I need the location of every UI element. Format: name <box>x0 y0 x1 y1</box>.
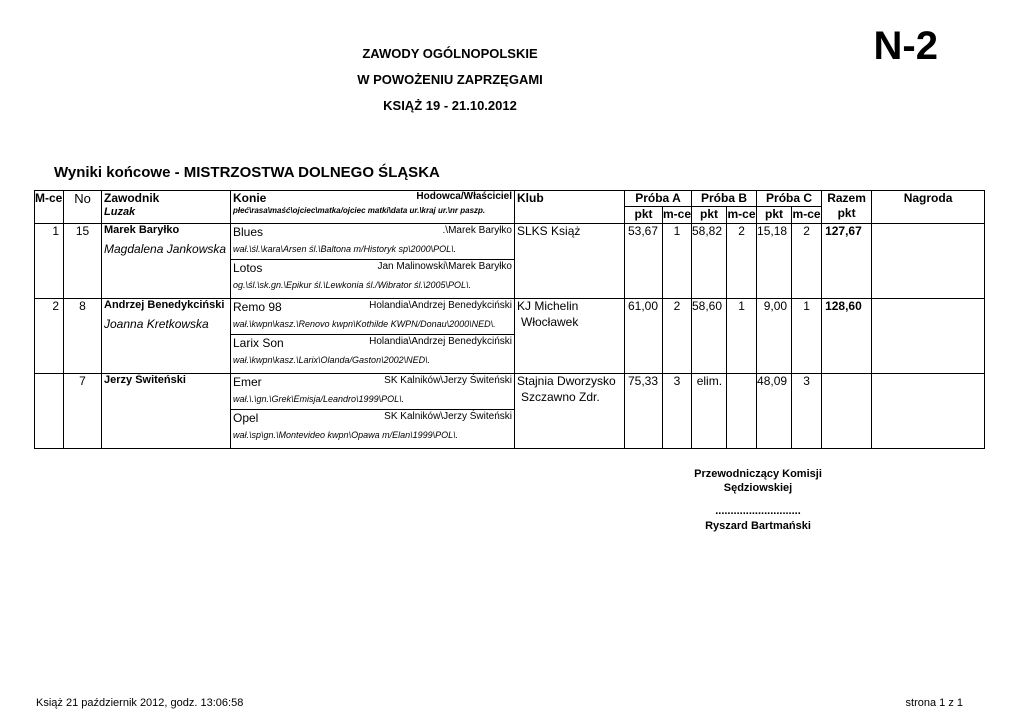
rider-name: Marek Baryłko <box>104 223 180 236</box>
proba-a-points: 61,00 <box>625 298 663 373</box>
horse-owner: Holandia\Andrzej Benedykciński <box>369 335 512 347</box>
horse-owner: Jan Malinowski\Marek Baryłko <box>377 260 512 272</box>
proba-b-place <box>727 373 757 448</box>
horse-name: Remo 98 <box>233 299 282 314</box>
proba-a-place: 1 <box>663 223 692 298</box>
horse-owner: SK Kalników\Jerzy Świteński <box>384 374 512 386</box>
table-row <box>35 223 985 298</box>
horse-description: wał.\kwpn\kasz.\Larix\Olanda/Gaston\2002\NED\. <box>233 354 431 365</box>
horses-label: Konie <box>233 191 267 205</box>
signature-name: Ryszard Bartmański <box>705 520 811 532</box>
col-groom-header: Luzak <box>102 206 231 223</box>
c-pkt-header: pkt <box>757 206 792 223</box>
horse-entry <box>231 299 514 335</box>
horse-owner: Holandia\Andrzej Benedykciński <box>369 299 512 311</box>
total-points: 128,60 <box>822 298 872 373</box>
total-pkt-header: pkt <box>822 206 872 223</box>
col-total-header: Razem <box>822 191 872 207</box>
proba-c-points: 9,00 <box>757 298 792 373</box>
proba-c-place: 1 <box>792 298 822 373</box>
proba-b-points: 58,82 <box>692 223 727 298</box>
col-club-header: Klub <box>515 191 625 207</box>
horse-entry <box>231 224 514 260</box>
proba-a-place: 3 <box>663 373 692 448</box>
horse-name: Emer <box>233 374 262 389</box>
a-mce-header: m-ce <box>663 206 692 223</box>
owner-label: Hodowca/Właściciel <box>416 191 512 202</box>
horse-description: wał.\.\gn.\Grek\Emisja/Leandro\1999\POL\. <box>233 393 405 404</box>
col-proba-a-header: Próba A <box>625 191 692 207</box>
prize-cell <box>872 373 985 448</box>
proba-a-points: 53,67 <box>625 223 663 298</box>
event-subtitle: W POWOŻENIU ZAPRZĘGAMI <box>357 72 543 87</box>
rider-name: Andrzej Benedykciński <box>104 298 225 311</box>
club-city: Włocławek <box>521 314 579 329</box>
groom-name: Joanna Kretkowska <box>104 316 209 331</box>
horse-name: Blues <box>233 224 264 239</box>
event-title: ZAWODY OGÓLNOPOLSKIE <box>362 46 538 61</box>
horse-entry <box>231 260 514 296</box>
rider-cell <box>102 373 231 448</box>
col-prize-header: Nagroda <box>872 191 985 207</box>
horse-entry <box>231 374 514 410</box>
total-points: 127,67 <box>822 223 872 298</box>
col-no-header: No <box>64 191 102 207</box>
place-cell: 1 <box>35 223 64 298</box>
results-table <box>34 190 985 449</box>
col-proba-b-header: Próba B <box>692 191 757 207</box>
footer-date: Książ 21 październik 2012, godz. 13:06:58 <box>36 697 244 709</box>
horses-cell <box>231 223 515 298</box>
horse-owner: SK Kalników\Jerzy Świteński <box>384 410 512 422</box>
a-pkt-header: pkt <box>625 206 663 223</box>
proba-b-points: 58,60 <box>692 298 727 373</box>
number-cell: 8 <box>64 298 102 373</box>
horse-name: Lotos <box>233 260 263 275</box>
horses-cell <box>231 373 515 448</box>
b-mce-header: m-ce <box>727 206 757 223</box>
proba-a-points: 75,33 <box>625 373 663 448</box>
event-venue-date: KSIĄŻ 19 - 21.10.2012 <box>383 98 517 113</box>
club-cell <box>515 298 625 373</box>
club-cell <box>515 223 625 298</box>
table-row <box>35 373 985 448</box>
place-cell: 2 <box>35 298 64 373</box>
groom-name: Magdalena Jankowska <box>104 241 227 256</box>
footer-page: strona 1 z 1 <box>905 697 963 709</box>
horse-entry <box>231 335 514 371</box>
rider-cell <box>102 298 231 373</box>
signature-title-1: Przewodniczący Komisji <box>694 468 822 480</box>
total-points <box>822 373 872 448</box>
horse-name: Opel <box>233 410 259 425</box>
c-mce-header: m-ce <box>792 206 822 223</box>
col-horses-header <box>231 191 515 207</box>
club-name: KJ Michelin <box>517 298 579 313</box>
place-cell <box>35 373 64 448</box>
proba-a-place: 2 <box>663 298 692 373</box>
section-title: Wyniki końcowe - MISTRZOSTWA DOLNEGO ŚLĄSKA <box>54 164 440 181</box>
club-city: Szczawno Zdr. <box>521 389 600 404</box>
col-proba-c-header: Próba C <box>757 191 822 207</box>
horse-desc-header: płeć\rasa\maść\ojciec\matka/ojciec matki\data ur.\kraj ur.\nr paszp. <box>231 206 515 223</box>
proba-b-points: elim. <box>692 373 727 448</box>
club-name: SLKS Książ <box>517 223 581 238</box>
proba-b-place: 2 <box>727 223 757 298</box>
horses-cell <box>231 298 515 373</box>
horse-description: wał.\sp\gn.\Montevideo kwpn\Opawa m/Elan\1999\POL\. <box>233 429 459 440</box>
horse-description: og.\śl.\sk.gn.\Epikur śl.\Lewkonia śl./Wibrator śl.\2005\POL\. <box>233 279 472 290</box>
club-name: Stajnia Dworzysko <box>517 373 616 388</box>
document-code: N-2 <box>873 24 938 68</box>
horse-description: wał.\kwpn\kasz.\Renovo kwpn\Kothilde KWPN/Donau\2000\NED\. <box>233 318 496 329</box>
horse-name: Larix Son <box>233 335 284 350</box>
table-row <box>35 298 985 373</box>
b-pkt-header: pkt <box>692 206 727 223</box>
rider-cell <box>102 223 231 298</box>
prize-cell <box>872 223 985 298</box>
proba-c-points: 15,18 <box>757 223 792 298</box>
prize-cell <box>872 298 985 373</box>
signature-line: ............................ <box>715 505 801 517</box>
number-cell: 7 <box>64 373 102 448</box>
header-row-1 <box>35 191 985 207</box>
proba-c-place: 2 <box>792 223 822 298</box>
col-place-header: M-ce <box>35 191 63 205</box>
proba-b-place: 1 <box>727 298 757 373</box>
col-rider-header: Zawodnik <box>102 191 231 207</box>
signature-title-2: Sędziowskiej <box>723 482 793 494</box>
header-row-2 <box>35 206 985 223</box>
rider-name: Jerzy Świteński <box>104 373 186 386</box>
number-cell: 15 <box>64 223 102 298</box>
horse-entry <box>231 410 514 446</box>
proba-c-place: 3 <box>792 373 822 448</box>
club-cell <box>515 373 625 448</box>
horse-description: wał.\śl.\kara\Arsen śl.\Baltona m/Historyk sp\2000\POL\. <box>233 243 457 254</box>
proba-c-points: 48,09 <box>757 373 792 448</box>
horse-owner: .\Marek Baryłko <box>442 224 512 236</box>
